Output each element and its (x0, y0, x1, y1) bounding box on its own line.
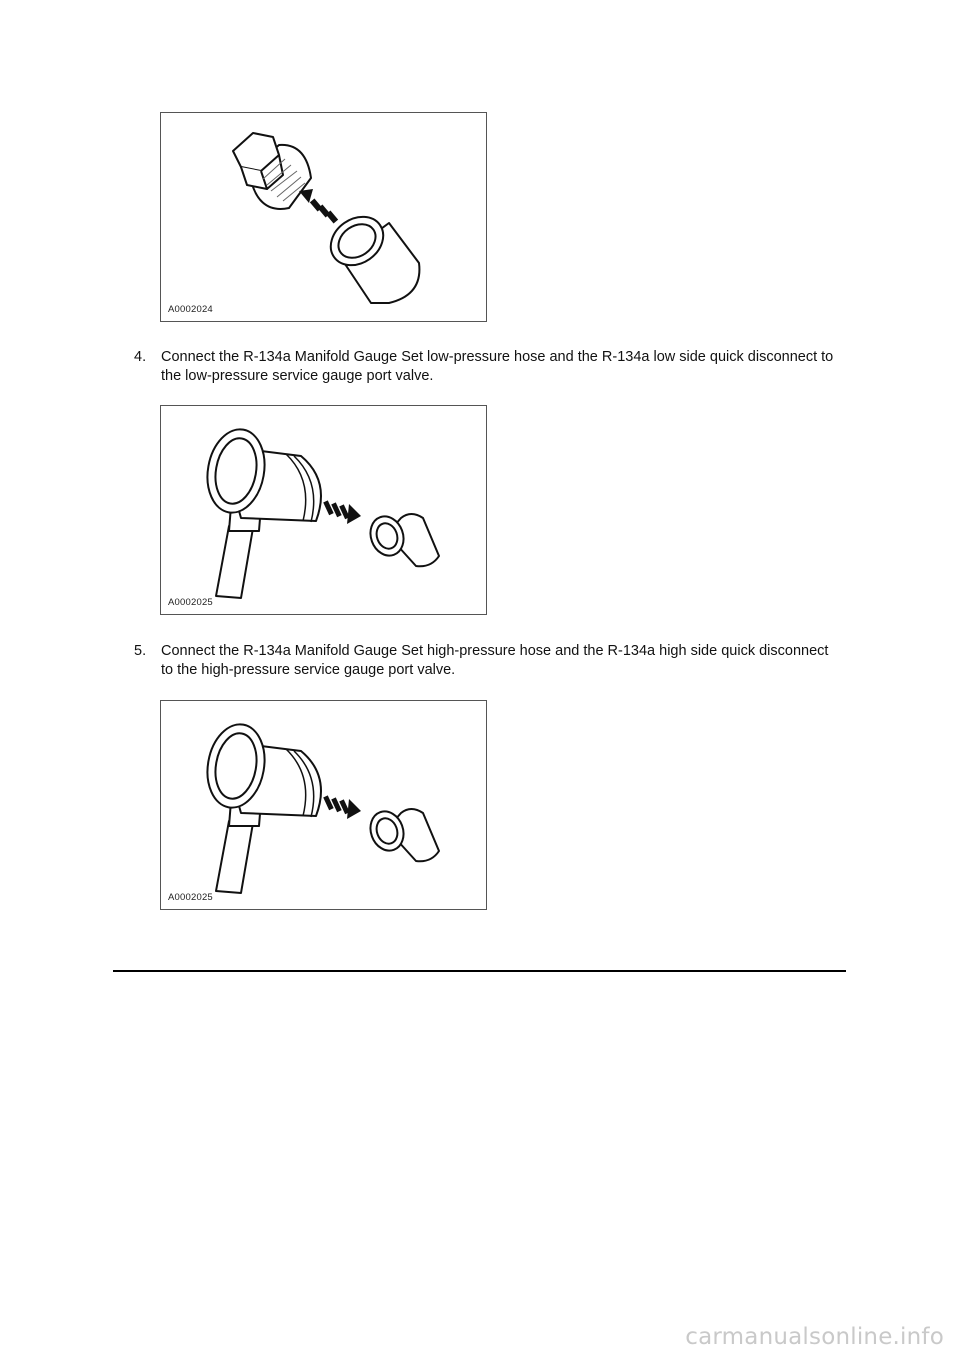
cap-and-valve-icon (161, 113, 488, 323)
step-number: 4. (134, 349, 147, 365)
section-divider (113, 970, 846, 972)
step-text: Connect the R-134a Manifold Gauge Set low-pressure hose and the R-134a low side quick disconnect to the low-pressure service gauge port valve. (161, 349, 834, 384)
figure-code: A0002025 (168, 892, 213, 903)
step-text: Connect the R-134a Manifold Gauge Set high-pressure hose and the R-134a high side quick disconnect to the high-pressure service gauge port valve. (161, 643, 829, 678)
figure-code: A0002024 (168, 304, 213, 315)
figure-high-side-connect (160, 700, 487, 910)
figure-low-side-connect (160, 405, 487, 615)
figure-cap-removal (160, 112, 487, 322)
figure-code: A0002025 (168, 597, 213, 608)
quick-disconnect-icon (161, 701, 488, 911)
quick-disconnect-icon (161, 406, 488, 616)
step-number: 5. (134, 643, 147, 659)
watermark: carmanualsonline.info (685, 1324, 944, 1350)
